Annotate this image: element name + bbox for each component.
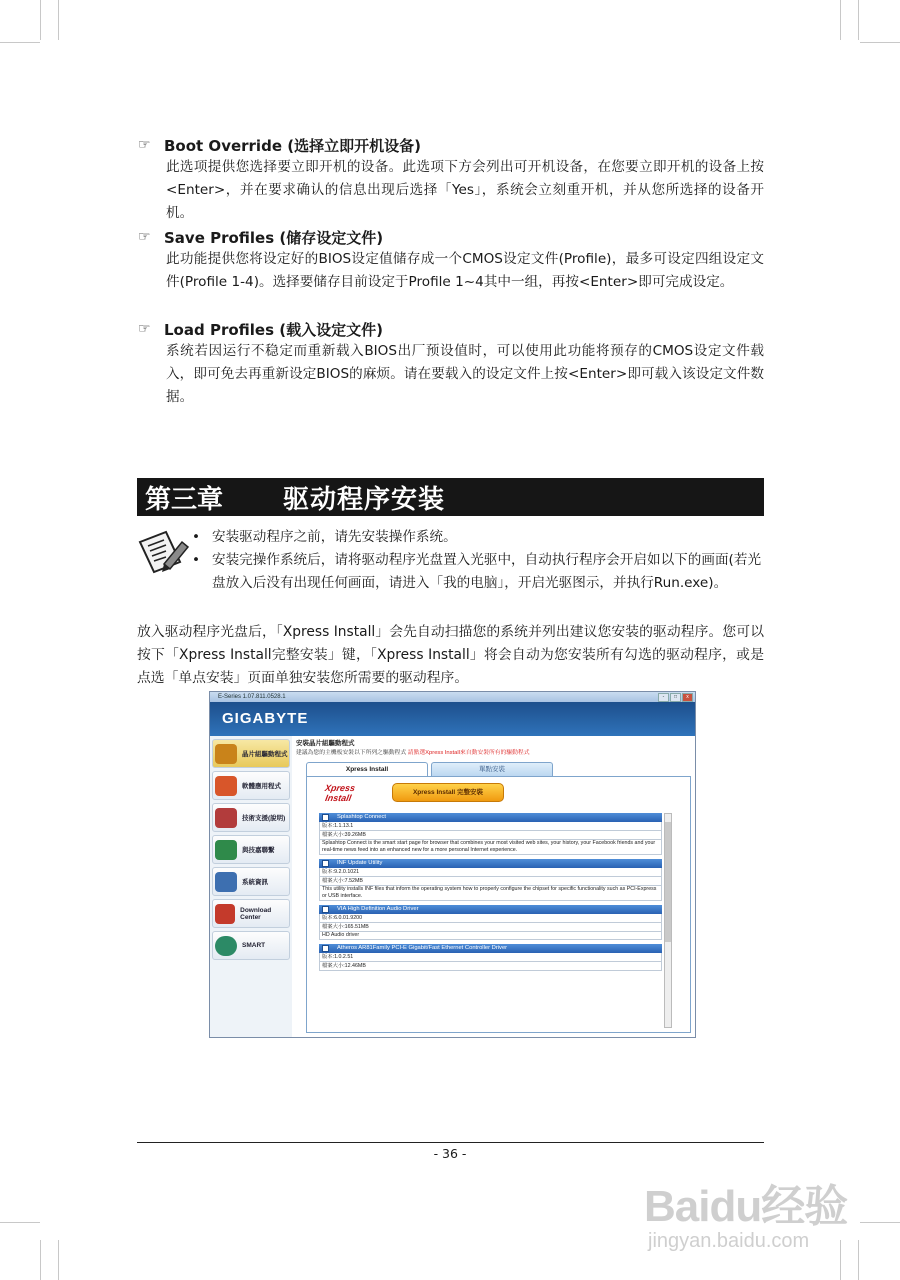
download-icon [215, 904, 235, 924]
sidebar-item-system-info[interactable]: 系統資訊 [212, 867, 290, 896]
section-body: 此选项提供您选择要立即开机的设备。此选项下方会列出可开机设备，在您要立即开机的设备上按<Enter>，并在要求确认的信息出现后选择「Yes」，系统会立刻重开机，并从您所选择的设备开机。 [166, 159, 764, 221]
chipset-icon [215, 744, 237, 764]
section-body: 系统若因运行不稳定而重新载入BIOS出厂预设值时，可以使用此功能将预存的CMOS设定文件载入，即可免去再重新设定BIOS的麻烦。请在要载入的设定文件上按<Enter>即可载入该设定文件数据。 [166, 343, 764, 405]
intro-paragraph: 放入驱动程序光盘后，「Xpress Install」会先自动扫描您的系统并列出建议您安装的驱动程序。您可以按下「Xpress Install完整安装」键，「Xpress Install」将会自动为您安装所有勾选的驱动程序，或是点选「单点安装」页面单独安装您所需要的驱动程序。 [137, 624, 764, 686]
xpress-install-logo: Xpress Install [324, 783, 356, 803]
driver-checkbox[interactable] [322, 945, 329, 952]
section-heading: Load Profiles (载入设定文件) [164, 320, 383, 339]
crop-mark [58, 1240, 59, 1280]
watermark-brand: Baidu经验 [644, 1182, 848, 1231]
sidebar-item-download-center[interactable]: Download Center [212, 899, 290, 928]
sidebar-item-smart[interactable]: SMART [212, 931, 290, 960]
section-load-profiles [138, 318, 764, 409]
crop-mark [0, 42, 40, 43]
sidebar [210, 736, 292, 1037]
sidebar-item-chipset-drivers[interactable]: 晶片組驅動程式 [212, 739, 290, 768]
brand-logo: GIGABYTE [210, 702, 695, 736]
pointing-hand-icon: ☞ [138, 321, 151, 337]
footer-divider [137, 1142, 764, 1143]
watermark-url: jingyan.baidu.com [648, 1230, 810, 1252]
driver-checkbox[interactable] [322, 906, 329, 913]
chapter-number: 第三章 [145, 484, 224, 515]
note-list [192, 526, 766, 595]
tab-bar [306, 762, 553, 777]
driver-list [319, 813, 662, 1028]
bullet-icon: • [192, 529, 201, 545]
content-heading: 安裝晶片組驅動程式 [296, 740, 355, 747]
close-button[interactable]: x [682, 693, 693, 702]
apps-icon [215, 776, 237, 796]
sidebar-item-support[interactable]: 技術支援(說明) [212, 803, 290, 832]
tab-xpress-install[interactable]: Xpress Install [306, 762, 428, 777]
section-heading: Save Profiles (储存设定文件) [164, 228, 384, 247]
tab-single-install[interactable]: 單點安裝 [431, 762, 553, 777]
list-item: INF Update Utility 版本:9.2.0.1021 檔案大小:7.52MB This utility installs INF files that inform the operating system how to properly configure the chipset for specific functionality such as PCI-Express or USB interface. [319, 859, 662, 901]
main-content [296, 738, 691, 1033]
list-item: • 安装驱动程序之前，请先安装操作系统。 [192, 526, 766, 549]
crop-mark [840, 0, 841, 40]
section-save-profiles [138, 226, 764, 294]
pointing-hand-icon: ☞ [138, 229, 151, 245]
sidebar-item-contact[interactable]: 與技嘉聯繫 [212, 835, 290, 864]
scrollbar[interactable] [664, 813, 672, 1028]
bullet-icon: • [192, 552, 201, 568]
baidu-watermark [634, 1150, 874, 1270]
page-number: - 36 - [433, 1146, 467, 1161]
sidebar-item-applications[interactable]: 軟體應用程式 [212, 771, 290, 800]
globe-icon [215, 840, 237, 860]
window-titlebar [210, 692, 695, 702]
crop-mark [858, 0, 859, 40]
window-title: E-Series 1.07.811.0528.1 [218, 694, 286, 700]
note-pencil-icon [136, 528, 190, 576]
minimize-button[interactable]: - [658, 693, 669, 702]
section-heading: Boot Override (选择立即开机设备) [164, 136, 421, 155]
list-item: Atheros AR81Family PCI-E Gigabit/Fast Ethernet Controller Driver 版本:1.0.2.51 檔案大小:12.46MB [319, 944, 662, 971]
driver-checkbox[interactable] [322, 814, 329, 821]
tools-icon [215, 808, 237, 828]
content-subheading: 建議為您的主機板安裝以下所列之驅動程式 [296, 750, 407, 756]
list-item: VIA High Definition Audio Driver 版本:6.0.01.9200 檔案大小:165.51MB HD Audio driver [319, 905, 662, 940]
crop-mark [40, 0, 41, 40]
list-item: • 安装完操作系统后，请将驱动程序光盘置入光驱中，自动执行程序会开启如以下的画面(若光盘放入后没有出现任何画面，请进入「我的电脑」，开启光驱图示，并执行Run.exe)。 [192, 549, 766, 595]
xpress-install-button[interactable]: Xpress Install 完整安裝 [392, 783, 504, 802]
section-boot-override [138, 134, 764, 225]
maximize-button[interactable]: □ [670, 693, 681, 702]
crop-mark [40, 1240, 41, 1280]
scrollbar-thumb[interactable] [665, 822, 671, 942]
installer-screenshot [209, 691, 696, 1038]
crop-mark [0, 1222, 40, 1223]
smart-icon [215, 936, 237, 956]
crop-mark [58, 0, 59, 40]
content-hint: 請點選Xpress Install來自動安裝所有的驅動程式 [407, 750, 530, 756]
list-item: Splashtop Connect 版本:1.1.13.1 檔案大小:39.26MB Splashtop Connect is the smart start page for browser that combines your most visited web sites, your history, your Facebook friends and your real-time news feed into an enhanced new for a more personal Internet experience. [319, 813, 662, 855]
pointing-hand-icon: ☞ [138, 137, 151, 153]
section-body: 此功能提供您将设定好的BIOS设定值储存成一个CMOS设定文件(Profile)，最多可设定四组设定文件(Profile 1-4)。选择要储存目前设定于Profile 1~4其中一组，再按<Enter>即可完成设定。 [166, 251, 764, 290]
computer-icon [215, 872, 237, 892]
driver-checkbox[interactable] [322, 860, 329, 867]
install-panel [306, 776, 691, 1033]
chapter-heading-bar [137, 478, 764, 516]
crop-mark [860, 42, 900, 43]
chapter-title: 驱动程序安装 [283, 484, 446, 515]
